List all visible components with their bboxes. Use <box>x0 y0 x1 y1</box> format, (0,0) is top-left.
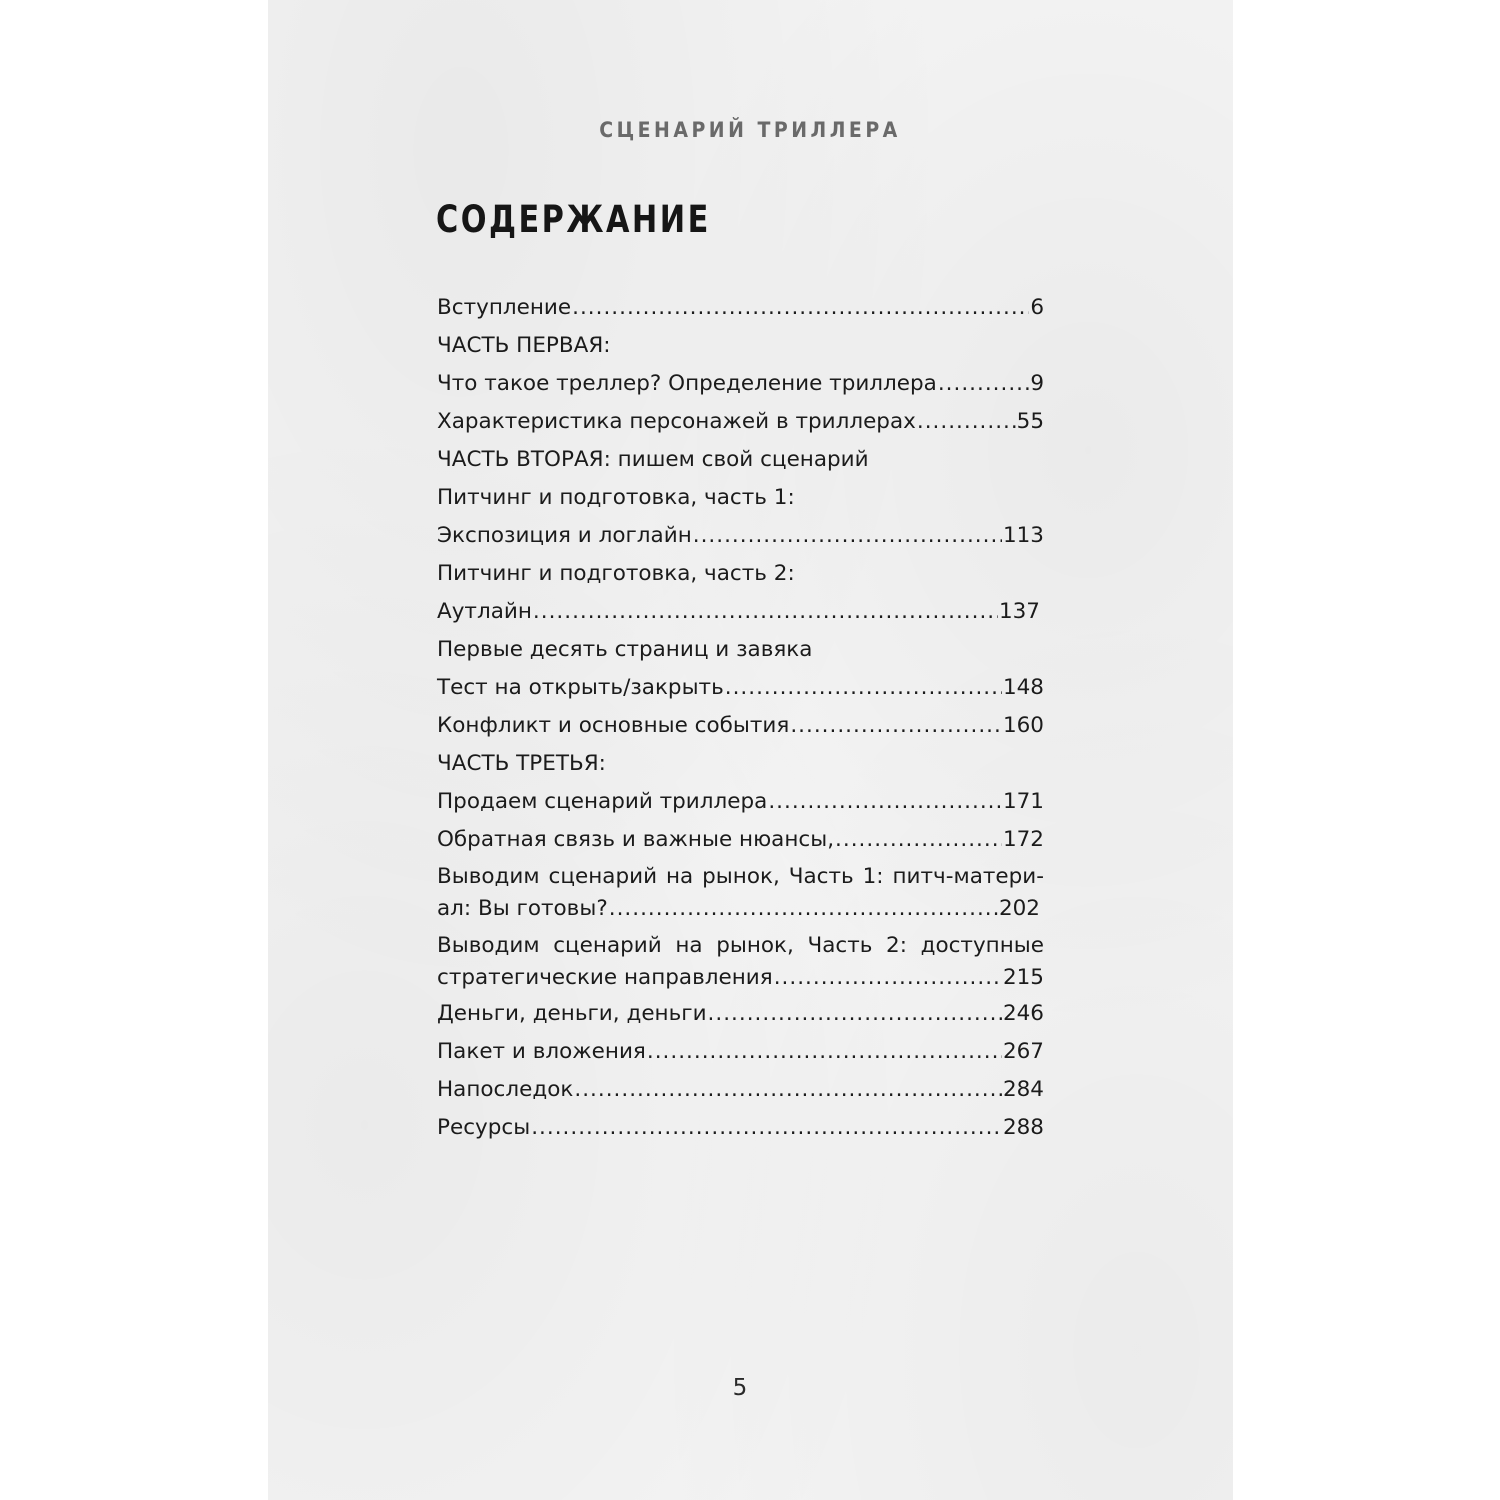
toc-entry <box>437 634 1044 666</box>
toc-entry-title: Выводим сценарий на рынок, Часть 1: питч-матери- <box>437 864 1044 889</box>
toc-entry-title-cont: ал: Вы готовы? <box>437 896 608 921</box>
dot-leader <box>531 1112 1002 1144</box>
toc-entry-title-cont: стратегические направления <box>437 965 773 990</box>
dot-leader <box>835 824 1002 856</box>
toc-part-heading <box>437 748 1044 780</box>
dot-leader <box>574 1074 1002 1106</box>
dot-leader <box>693 520 1002 552</box>
toc-entry-title: ЧАСТЬ ПЕРВАЯ: <box>437 333 611 358</box>
toc-entry-title: Обратная связь и важные нюансы, <box>437 827 835 852</box>
dot-leader <box>533 596 998 628</box>
dot-leader <box>768 786 1002 818</box>
toc-entry-title: Аутлайн <box>437 599 532 624</box>
dot-leader <box>708 998 1002 1030</box>
toc-entry <box>437 406 1044 438</box>
toc-entry-title: Пакет и вложения <box>437 1039 646 1064</box>
toc-entry-title: Питчинг и подготовка, часть 1: <box>437 485 795 510</box>
toc-entry-title: Тест на открыть/закрыть <box>437 675 724 700</box>
toc-entry <box>437 930 1044 994</box>
toc-entry-page: 246 <box>1002 1001 1044 1026</box>
toc-entry-title: Характеристика персонажей в триллерах <box>437 409 916 434</box>
toc-entry-title: Питчинг и подготовка, часть 2: <box>437 561 795 586</box>
toc-entry-page: 160 <box>1002 713 1044 738</box>
toc-entry <box>437 368 1044 400</box>
toc-entry <box>437 861 1044 925</box>
toc-entry-title: Продаем сценарий триллера <box>437 789 768 814</box>
toc-entry-title: Напоследок <box>437 1077 574 1102</box>
toc-entry-title: Вступление <box>437 295 572 320</box>
toc-entry-page: 113 <box>1002 523 1044 548</box>
toc-entry-page: 148 <box>1002 675 1044 700</box>
toc-entry-title: Деньги, деньги, деньги <box>437 1001 707 1026</box>
toc-entry-page: 284 <box>1002 1077 1044 1102</box>
toc-entry-title: Выводим сценарий на рынок, Часть 2: доступные <box>437 933 1044 958</box>
toc-entry-continuation <box>437 962 1044 994</box>
page-title: СОДЕРЖАНИЕ <box>436 198 711 241</box>
page-number: 5 <box>732 1375 748 1401</box>
toc-part-heading <box>437 330 1044 362</box>
dot-leader <box>938 368 1029 400</box>
toc-entry-page: 55 <box>1016 409 1044 434</box>
toc-entry-page: 202 <box>998 896 1040 921</box>
dot-leader <box>917 406 1016 438</box>
toc-part-heading <box>437 444 1044 476</box>
dot-leader <box>609 893 998 925</box>
toc-entry-continuation <box>437 893 1040 925</box>
toc-entry-page: 267 <box>1002 1039 1044 1064</box>
toc-entry-page: 288 <box>1002 1115 1044 1140</box>
toc-entry-page: 137 <box>998 599 1040 624</box>
toc-entry-title: ЧАСТЬ ВТОРАЯ: пишем свой сценарий <box>437 447 869 472</box>
toc-entry <box>437 482 1044 514</box>
dot-leader <box>774 962 1002 994</box>
toc-entry-title: Что такое треллер? Определение триллера <box>437 371 937 396</box>
toc-entry-title: Конфликт и основные события <box>437 713 790 738</box>
toc-entry <box>437 710 1044 742</box>
toc-entry-page: 9 <box>1030 371 1044 396</box>
toc-entry-title: ЧАСТЬ ТРЕТЬЯ: <box>437 751 606 776</box>
toc-entry <box>437 672 1044 704</box>
toc-entry <box>437 292 1044 324</box>
toc-entry <box>437 520 1044 552</box>
toc-entry <box>437 596 1040 628</box>
toc-entry <box>437 824 1044 856</box>
toc-entry-page: 6 <box>1030 295 1044 320</box>
toc-entry <box>437 786 1044 818</box>
dot-leader <box>725 672 1002 704</box>
toc-entry <box>437 1036 1044 1068</box>
toc-entry <box>437 1074 1044 1106</box>
toc-entry <box>437 558 1044 590</box>
toc-entry-title: Ресурсы <box>437 1115 531 1140</box>
toc-entry <box>437 1112 1044 1144</box>
dot-leader <box>572 292 1029 324</box>
toc-entry-page: 172 <box>1002 827 1044 852</box>
toc-entry-page: 171 <box>1002 789 1044 814</box>
toc-entry-page: 215 <box>1002 965 1044 990</box>
toc-entry-title: Экспозиция и логлайн <box>437 523 692 548</box>
toc-entry-title: Первые десять страниц и завяка <box>437 637 813 662</box>
dot-leader <box>647 1036 1002 1068</box>
running-head: СЦЕНАРИЙ ТРИЛЛЕРА <box>599 118 901 142</box>
dot-leader <box>790 710 1002 742</box>
toc-entry <box>437 998 1044 1030</box>
